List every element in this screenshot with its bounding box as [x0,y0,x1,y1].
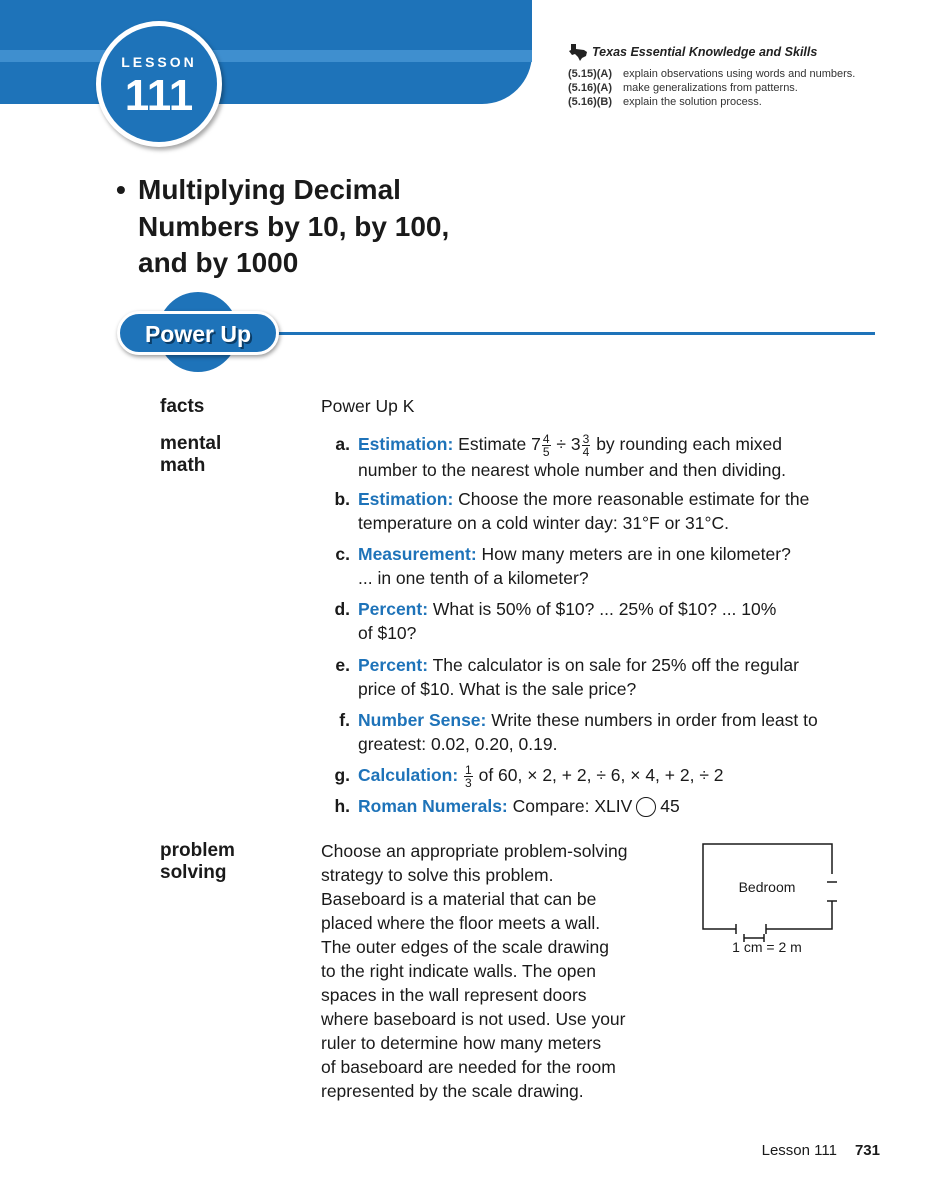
comparison-circle[interactable] [636,797,656,817]
item-letter: g. [334,765,350,785]
footer-lesson: Lesson 111 [761,1142,837,1159]
item-letter: h. [334,796,350,816]
page-footer [700,1142,880,1159]
scale-label: 1 cm = 2 m [732,939,802,955]
item-letter: a. [335,434,350,454]
item-keyword: Percent: [358,599,429,619]
item-body [358,542,858,590]
power-up-banner [117,311,279,355]
text-line: spaces in the wall represent doors [321,985,587,1005]
item-text: Compare: XLIV [512,796,633,816]
teks-code: (5.15)(A) [568,68,613,80]
title-text [138,172,538,282]
scale-drawing [696,838,846,960]
title-line: Numbers by 10, by 100, [138,210,450,242]
text-line: strategy to solve this problem. [321,865,554,885]
header-banner-stripe [0,50,532,62]
text-line: Baseboard is a material that can be [321,889,597,909]
fraction [542,433,551,458]
lesson-badge [96,21,222,147]
item-body [358,432,858,482]
item-text: What is 50% of $10? ... 25% of $10? ... 10% [432,599,777,619]
text-line: Choose an appropriate problem-solving [321,841,628,861]
wall-bottom-right [766,901,832,929]
item-text: How many meters are in one kilometer? [481,544,791,564]
fraction-denominator: 3 [465,775,472,790]
item-line [358,542,858,566]
item-body [358,794,858,818]
item-keyword: Estimation: [358,434,454,454]
item-keyword: Measurement: [358,544,477,564]
teks-code: (5.16)(A) [568,82,613,94]
problem-solving-label [160,840,235,884]
teks-item [568,95,858,109]
label-line: solving [160,862,227,883]
fraction [464,764,473,789]
room-label: Bedroom [738,879,796,895]
item-letter: b. [334,489,350,509]
item-keyword: Roman Numerals: [358,796,508,816]
title-line: Multiplying Decimal [138,174,401,205]
fraction-numerator: 4 [542,431,550,446]
item-line [358,487,858,511]
item-text: by rounding each mixed [596,434,782,454]
fraction-numerator: 3 [582,431,590,446]
teks-code: (5.16)(B) [568,96,613,108]
item-letter: c. [335,544,350,564]
page-number: 731 [854,1142,880,1159]
teks-item [568,67,858,81]
item-line [358,597,858,621]
fraction [582,433,591,458]
teks-item [568,81,858,95]
item-letter: e. [335,655,350,675]
item-line [358,763,858,789]
title-bullet: • [116,174,126,205]
item-line [358,653,858,677]
item-letter: d. [334,599,350,619]
item-body [358,708,858,756]
item-text: 45 [660,796,680,816]
teks-heading [568,43,858,61]
item-text: Estimate 7 [458,434,541,454]
lesson-number: 111 [124,71,194,120]
item-body [358,653,858,701]
item-keyword: Percent: [358,655,429,675]
mental-math-label [160,433,221,477]
fraction-denominator: 4 [582,444,590,459]
text-line: The outer edges of the scale drawing [321,937,609,957]
item-body [358,763,858,789]
teks-text: explain the solution process. [623,96,762,108]
item-keyword: Calculation: [358,765,459,785]
lesson-badge-inner [101,26,217,142]
fraction-denominator: 5 [542,444,550,459]
facts-label: facts [160,396,205,417]
item-text: ÷ 3 [556,434,581,454]
teks-text: explain observations using words and numbers. [623,68,856,80]
problem-solving-text [321,839,661,1103]
item-line: price of $10. What is the sale price? [358,679,637,699]
lesson-word: LESSON [121,54,197,70]
label-line: mental [160,433,222,454]
power-up-rule [270,332,875,335]
item-text: Write these numbers in order from least to [491,710,818,730]
item-line: temperature on a cold winter day: 31°F or 31°C. [358,513,729,533]
title-line: and by 1000 [138,247,299,278]
text-line: represented by the scale drawing. [321,1081,584,1101]
item-line [358,794,858,818]
text-line: ruler to determine how many meters [321,1033,602,1053]
texas-state-icon [568,43,588,61]
text-line: of baseboard are needed for the room [321,1057,616,1077]
label-line: problem [160,840,235,861]
text-line: to the right indicate walls. The open [321,961,596,981]
item-text: Choose the more reasonable estimate for the [458,489,810,509]
item-keyword: Estimation: [358,489,454,509]
item-line: of $10? [358,623,417,643]
item-line: greatest: 0.02, 0.20, 0.19. [358,734,558,754]
text-line: placed where the floor meets a wall. [321,913,601,933]
item-line: ... in one tenth of a kilometer? [358,568,589,588]
teks-block [568,43,858,109]
text-line: where baseboard is not used. Use your [321,1009,626,1029]
item-text: of 60, × 2, + 2, ÷ 6, × 4, + 2, ÷ 2 [478,765,724,785]
item-body [358,487,858,535]
item-line: number to the nearest whole number and then dividing. [358,459,787,480]
item-keyword: Number Sense: [358,710,487,730]
item-letter: f. [339,710,350,730]
item-text: The calculator is on sale for 25% off the regular [432,655,799,675]
fraction-numerator: 1 [465,762,472,777]
item-line [358,432,858,458]
label-line: math [160,455,206,476]
teks-list [568,67,858,109]
power-up-label: Power Up [144,321,252,347]
teks-heading-text: Texas Essential Knowledge and Skills [592,45,818,59]
teks-text: make generalizations from patterns. [623,82,798,94]
facts-value: Power Up K [321,396,415,416]
item-line [358,708,858,732]
item-body [358,597,858,645]
